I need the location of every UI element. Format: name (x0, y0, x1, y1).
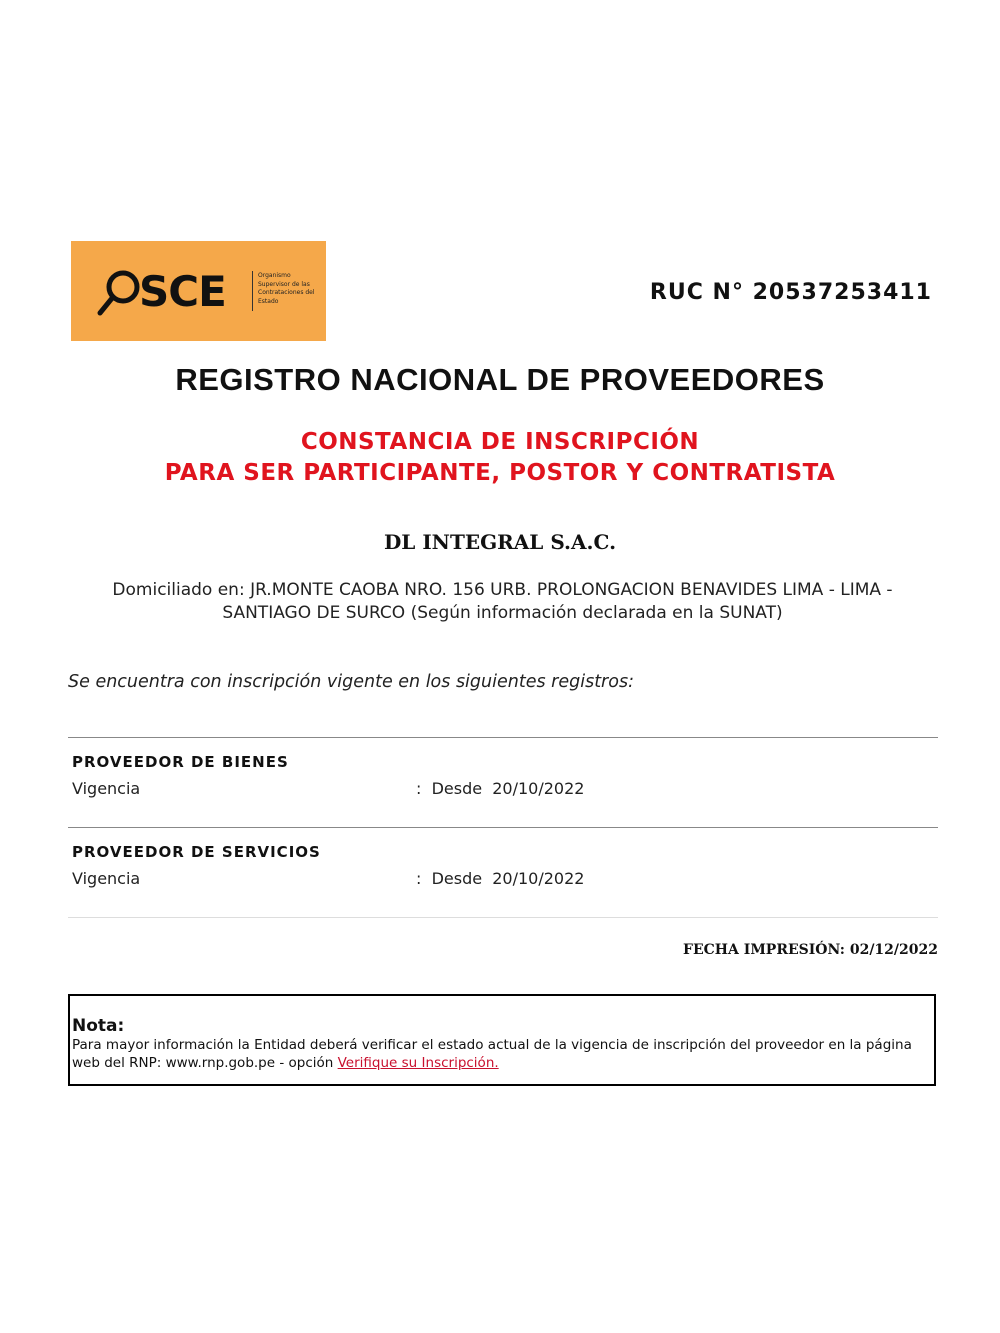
address-line-1: Domiciliado en: JR.MONTE CAOBA NRO. 156 URB. PROLONGACION BENAVIDES LIMA - LIMA - (112, 580, 893, 600)
note-body: Para mayor información la Entidad deberá verificar el estado actual de la vigencia de inscripción del proveedor en la página web del RNP: www.rnp.gob.pe - opción (72, 1037, 912, 1071)
divider (68, 737, 938, 738)
subtitle-line-2: PARA SER PARTICIPANTE, POSTOR Y CONTRATISTA (164, 460, 836, 486)
company-name: DL INTEGRAL S.A.C. (383, 530, 617, 554)
note-text (72, 1036, 927, 1072)
registro-title: PROVEEDOR DE BIENES (72, 753, 289, 771)
osce-logo (71, 241, 326, 341)
logo-subtitle: Organismo Supervisor de las Contrataciones del Estado (258, 272, 315, 305)
registro-value: : Desde 20/10/2022 (416, 869, 585, 888)
logo-wordmark: SCE (139, 267, 226, 316)
print-date: FECHA IMPRESIÓN: 02/12/2022 (683, 942, 938, 958)
note-title: Nota: (72, 1016, 125, 1036)
verify-inscription-link[interactable]: Verifique su Inscripción. (337, 1055, 499, 1071)
magnifier-icon (97, 269, 141, 319)
registro-label: Vigencia (72, 869, 141, 888)
intro-text: Se encuentra con inscripción vigente en los siguientes registros: (68, 672, 634, 692)
registro-value: : Desde 20/10/2022 (416, 779, 585, 798)
divider (68, 827, 938, 828)
address (80, 579, 925, 625)
subtitle-line-1: CONSTANCIA DE INSCRIPCIÓN (300, 429, 700, 455)
registro-title: PROVEEDOR DE SERVICIOS (72, 843, 321, 861)
logo-divider (252, 271, 253, 311)
divider (68, 917, 938, 918)
ruc-number: RUC N° 20537253411 (649, 280, 932, 305)
address-line-2: SANTIAGO DE SURCO (Según información declarada en la SUNAT) (222, 603, 783, 623)
note-box (68, 994, 936, 1086)
registro-label: Vigencia (72, 779, 141, 798)
page-title: REGISTRO NACIONAL DE PROVEEDORES (175, 362, 825, 397)
